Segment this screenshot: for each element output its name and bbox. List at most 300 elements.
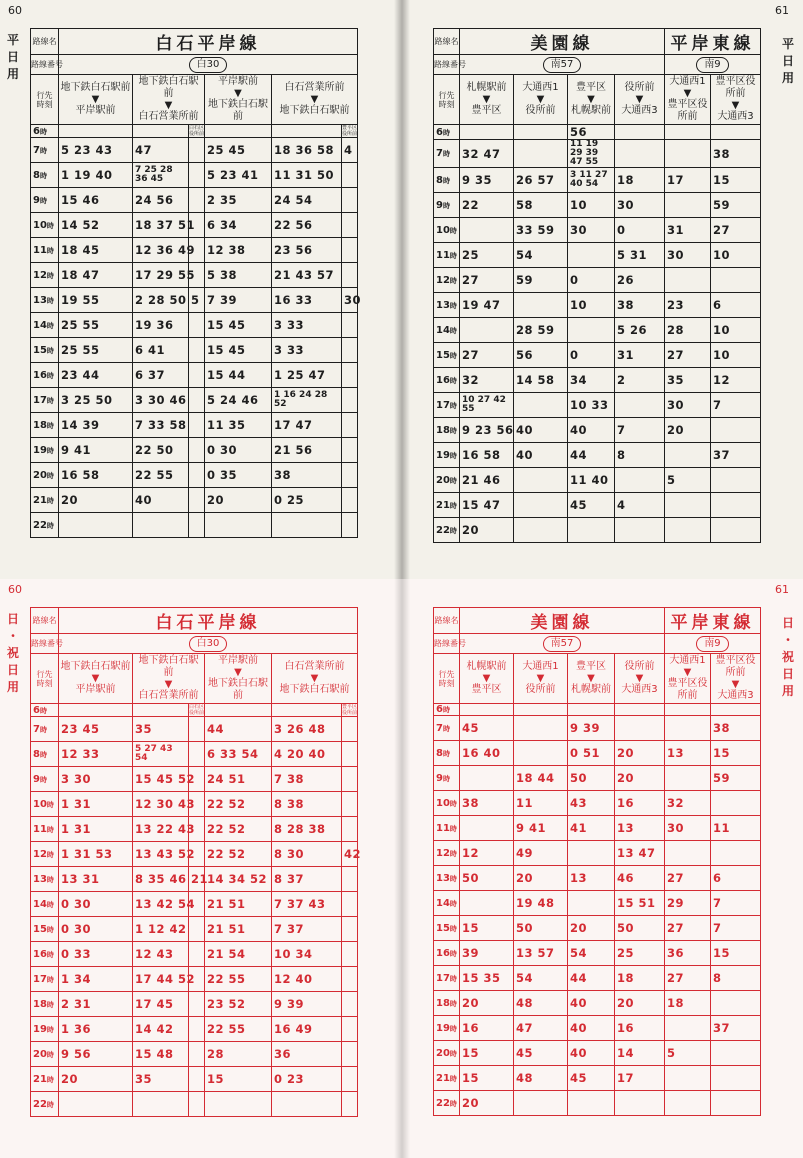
hour-value: 7 — [33, 723, 40, 735]
minute-cell: 16 40 — [460, 741, 514, 766]
minute-cell: 30 — [665, 393, 711, 418]
destination-header — [272, 75, 358, 125]
destination-header — [711, 654, 761, 704]
minute-cell: 5 38 — [205, 263, 272, 288]
minute-cell: 0 35 — [205, 463, 272, 488]
minute-cell: 7 38 — [272, 767, 342, 792]
hour-row — [434, 716, 761, 741]
minute-cell: 11 — [514, 791, 568, 816]
minute-cell: 21 51 — [205, 917, 272, 942]
minute-extra-cell — [342, 1017, 358, 1042]
hour-row — [31, 488, 358, 513]
minute-cell — [514, 140, 568, 168]
timetable — [30, 28, 362, 538]
hour-suffix: 時 — [46, 1000, 54, 1009]
hour-suffix: 時 — [449, 501, 457, 510]
destination-from: 地下鉄白石駅前 — [60, 661, 131, 672]
route-number-cell — [665, 55, 761, 75]
minute-cell: 9 39 — [568, 716, 615, 741]
minute-extra-cell — [342, 513, 358, 538]
hour-cell — [31, 238, 59, 263]
minute-cell: 18 — [615, 966, 665, 991]
minute-cell: 35 — [133, 1067, 189, 1092]
hour-value: 14 — [33, 319, 47, 331]
hour-value: 8 — [436, 747, 443, 759]
minute-cell — [133, 1092, 189, 1117]
destination-header — [615, 75, 665, 125]
hour-row — [31, 1092, 358, 1117]
minute-cell: 12 36 49 — [133, 238, 189, 263]
hour-value: 8 — [33, 169, 40, 181]
minute-cell: 2 — [615, 368, 665, 393]
minute-extra-cell — [342, 213, 358, 238]
minute-cell — [568, 518, 615, 543]
minute-extra-cell — [342, 438, 358, 463]
minute-cell: 54 — [514, 243, 568, 268]
hour-row — [31, 1067, 358, 1092]
hour-suffix: 時 — [46, 296, 54, 305]
hour-cell — [434, 841, 460, 866]
hour-label: 時刻 — [36, 99, 53, 109]
minute-cell: 22 — [460, 193, 514, 218]
hour-cell — [434, 268, 460, 293]
destination-to: 地下鉄白石駅前 — [279, 105, 350, 116]
down-arrow-icon: ▼ — [164, 100, 173, 111]
hour-suffix: 時 — [449, 874, 457, 883]
minute-extra-cell: 42 — [342, 842, 358, 867]
hour-cell — [434, 816, 460, 841]
hour-suffix: 時 — [46, 246, 54, 255]
destination-hour-label — [434, 75, 460, 125]
hour-row — [31, 438, 358, 463]
minute-cell: 12 43 — [133, 942, 189, 967]
minute-cell: 30 — [665, 816, 711, 841]
line-name-label: 路線名 — [434, 608, 460, 634]
minute-cell: 15 — [460, 1066, 514, 1091]
minute-cell — [568, 318, 615, 343]
day-type-char: 日 — [781, 54, 794, 68]
minute-cell: 12 33 — [59, 742, 133, 767]
minute-cell — [615, 140, 665, 168]
minute-cell: 11 31 50 — [272, 163, 342, 188]
minute-cell: 5 26 — [615, 318, 665, 343]
minute-extra-cell: 21 — [189, 867, 205, 892]
minute-cell: 43 — [568, 791, 615, 816]
minute-cell — [514, 468, 568, 493]
minute-cell: 25 55 — [59, 313, 133, 338]
minute-cell — [711, 493, 761, 518]
hour-row — [434, 318, 761, 343]
minute-extra-cell — [189, 188, 205, 213]
destination-from: 大通西1 — [669, 655, 706, 666]
minute-cell: 16 49 — [272, 1017, 342, 1042]
minute-cell: 5 — [665, 468, 711, 493]
down-arrow-icon: ▼ — [91, 94, 100, 105]
destination-from: 札幌駅前 — [466, 661, 507, 672]
destination-from: 白石営業所前 — [284, 82, 345, 93]
hour-row — [31, 125, 358, 138]
minute-cell: 15 44 — [205, 363, 272, 388]
line-title: 平岸東線 — [665, 29, 761, 55]
hour-value: 6 — [33, 125, 40, 137]
minute-cell: 11 35 — [205, 413, 272, 438]
minute-cell: 14 52 — [59, 213, 133, 238]
hour-suffix: 時 — [449, 1074, 457, 1083]
destination-header — [514, 75, 568, 125]
minute-cell — [59, 1092, 133, 1117]
destination-from: 豊平区役所前 — [715, 655, 756, 678]
hour-suffix: 時 — [46, 950, 54, 959]
minute-cell: 15 45 52 — [133, 767, 189, 792]
hour-cell — [434, 916, 460, 941]
hour-row — [434, 941, 761, 966]
hour-suffix: 時 — [449, 276, 457, 285]
minute-cell: 45 — [568, 1066, 615, 1091]
minute-cell: 54 — [568, 941, 615, 966]
down-arrow-icon: ▼ — [587, 673, 595, 684]
minute-cell: 14 58 — [514, 368, 568, 393]
hour-row — [434, 741, 761, 766]
hour-value: 16 — [436, 947, 450, 959]
minute-extra-cell — [342, 363, 358, 388]
minute-cell: 21 46 — [460, 468, 514, 493]
minute-cell — [514, 1091, 568, 1116]
minute-cell: 27 — [665, 866, 711, 891]
minute-extra-cell — [342, 238, 358, 263]
hour-row — [434, 704, 761, 716]
route-number-cell — [460, 634, 665, 654]
minute-cell: 7 — [711, 393, 761, 418]
minute-cell — [514, 293, 568, 318]
hour-cell — [31, 438, 59, 463]
hour-row — [434, 991, 761, 1016]
destination-header — [711, 75, 761, 125]
hour-value: 8 — [436, 174, 443, 186]
hour-suffix: 時 — [449, 1024, 457, 1033]
minute-cell: 50 — [460, 866, 514, 891]
hour-cell — [434, 318, 460, 343]
hour-row — [434, 518, 761, 543]
minute-extra-cell — [342, 817, 358, 842]
hour-suffix: 時 — [39, 196, 47, 205]
minute-cell: 27 — [665, 966, 711, 991]
minute-cell — [272, 513, 342, 538]
minute-cell: 48 — [514, 991, 568, 1016]
hour-suffix: 時 — [449, 351, 457, 360]
minute-cell: 3 33 — [272, 338, 342, 363]
minute-cell: 13 — [665, 741, 711, 766]
hour-suffix: 時 — [46, 446, 54, 455]
route-badge: 南57 — [543, 57, 582, 73]
line-title: 美園線 — [460, 608, 665, 634]
minute-cell: 56 — [514, 343, 568, 368]
minute-cell: 3 11 27 40 54 — [568, 168, 615, 193]
minute-cell: 22 56 — [272, 213, 342, 238]
down-arrow-icon: ▼ — [635, 94, 644, 105]
minute-extra-cell: 4 — [342, 138, 358, 163]
hour-value: 22 — [436, 1097, 450, 1109]
destination-from: 地下鉄白石駅前 — [60, 82, 131, 93]
minute-cell — [711, 991, 761, 1016]
minute-cell: 11 — [711, 816, 761, 841]
hour-value: 15 — [33, 344, 47, 356]
minute-cell — [665, 518, 711, 543]
note-text: 白石区役所前 — [189, 125, 205, 137]
minute-cell: 19 47 — [460, 293, 514, 318]
minute-cell: 19 48 — [514, 891, 568, 916]
minute-cell: 16 — [615, 791, 665, 816]
note-text: 豊平区役所前 — [342, 125, 358, 137]
minute-cell: 7 33 58 — [133, 413, 189, 438]
minute-cell: 6 34 — [205, 213, 272, 238]
hour-suffix: 時 — [449, 999, 457, 1008]
line-title: 白石平岸線 — [59, 608, 358, 634]
minute-cell: 3 25 50 — [59, 388, 133, 413]
hour-row — [434, 841, 761, 866]
hour-cell — [434, 443, 460, 468]
hour-row — [31, 188, 358, 213]
minute-cell: 1 36 — [59, 1017, 133, 1042]
minute-cell: 9 39 — [272, 992, 342, 1017]
destination-to: 豊平区役所前 — [667, 678, 708, 701]
minute-cell: 30 — [665, 243, 711, 268]
hour-suffix: 時 — [449, 1099, 457, 1108]
minute-cell: 1 25 47 — [272, 363, 342, 388]
minute-cell: 12 — [460, 841, 514, 866]
hour-value: 14 — [436, 897, 450, 909]
hour-cell — [31, 363, 59, 388]
minute-cell: 13 22 43 — [133, 817, 189, 842]
minute-cell: 16 58 — [59, 463, 133, 488]
hour-cell — [31, 1092, 59, 1117]
minute-cell: 4 20 40 — [272, 742, 342, 767]
minute-cell: 45 — [514, 1041, 568, 1066]
hour-value: 9 — [33, 194, 40, 206]
minute-cell: 2 35 — [205, 188, 272, 213]
hour-cell — [434, 218, 460, 243]
minute-cell — [133, 125, 189, 138]
minute-cell: 18 44 — [514, 766, 568, 791]
minute-cell: 20 — [460, 991, 514, 1016]
line-name-label: 路線名 — [434, 29, 460, 55]
minute-cell: 1 31 — [59, 792, 133, 817]
day-type-char: 日 — [781, 667, 794, 681]
destination-from: 札幌駅前 — [466, 82, 507, 93]
minute-extra-cell — [189, 413, 205, 438]
minute-cell: 27 — [665, 343, 711, 368]
minute-cell: 5 31 — [615, 243, 665, 268]
hour-value: 15 — [33, 923, 47, 935]
minute-cell: 40 — [568, 1016, 615, 1041]
minute-cell: 17 — [665, 168, 711, 193]
minute-cell: 40 — [514, 443, 568, 468]
hour-value: 21 — [436, 1072, 450, 1084]
destination-to: 地下鉄白石駅前 — [208, 99, 268, 122]
minute-cell — [665, 193, 711, 218]
minute-cell: 21 51 — [205, 892, 272, 917]
minute-cell: 7 — [711, 916, 761, 941]
minute-cell: 39 — [460, 941, 514, 966]
minute-cell: 8 — [711, 966, 761, 991]
minute-cell: 1 12 42 — [133, 917, 189, 942]
hour-suffix: 時 — [449, 426, 457, 435]
minute-cell: 35 — [133, 717, 189, 742]
line-title: 美園線 — [460, 29, 665, 55]
minute-cell: 26 — [615, 268, 665, 293]
minute-extra-cell — [189, 513, 205, 538]
minute-cell: 7 25 28 36 45 — [133, 163, 189, 188]
destination-from: 豊平区役所前 — [715, 76, 756, 99]
down-arrow-icon: ▼ — [310, 94, 319, 105]
minute-cell: 54 — [514, 966, 568, 991]
hour-suffix: 時 — [46, 1100, 54, 1109]
hour-suffix: 時 — [442, 176, 450, 185]
minute-cell: 0 33 — [59, 942, 133, 967]
hour-suffix: 時 — [449, 451, 457, 460]
down-arrow-icon: ▼ — [635, 673, 644, 684]
minute-cell: 11 40 — [568, 468, 615, 493]
hour-row — [434, 916, 761, 941]
minute-extra-cell — [189, 1092, 205, 1117]
minute-cell: 33 59 — [514, 218, 568, 243]
minute-cell — [665, 1066, 711, 1091]
hour-suffix: 時 — [46, 825, 54, 834]
hour-value: 9 — [436, 199, 443, 211]
minute-cell: 32 — [665, 791, 711, 816]
minute-cell: 27 — [460, 343, 514, 368]
minute-cell: 14 — [615, 1041, 665, 1066]
minute-extra-cell — [342, 1067, 358, 1092]
hour-cell — [31, 742, 59, 767]
destination-header — [59, 654, 133, 704]
minute-cell: 16 — [460, 1016, 514, 1041]
hour-value: 14 — [33, 898, 47, 910]
minute-cell — [272, 1092, 342, 1117]
minute-cell: 49 — [514, 841, 568, 866]
minute-extra-cell — [342, 338, 358, 363]
destination-header — [205, 654, 272, 704]
hour-row — [31, 817, 358, 842]
hour-suffix: 時 — [449, 301, 457, 310]
hour-cell — [31, 1017, 59, 1042]
hour-cell — [31, 513, 59, 538]
hour-suffix: 時 — [46, 1075, 54, 1084]
minute-cell: 14 39 — [59, 413, 133, 438]
minute-cell: 15 47 — [460, 493, 514, 518]
hour-suffix: 時 — [46, 396, 54, 405]
hour-suffix: 時 — [46, 321, 54, 330]
minute-cell: 5 27 43 54 — [133, 742, 189, 767]
line-title: 白石平岸線 — [59, 29, 358, 55]
destination-from: 平岸駅前 — [218, 76, 258, 87]
day-type-char: 日 — [6, 612, 19, 626]
destination-hour-label — [31, 75, 59, 125]
minute-extra-cell — [189, 463, 205, 488]
minute-cell: 15 — [711, 168, 761, 193]
destination-from: 役所前 — [624, 661, 655, 672]
minute-cell: 25 45 — [205, 138, 272, 163]
hour-cell — [31, 463, 59, 488]
minute-cell: 18 37 51 — [133, 213, 189, 238]
hour-value: 17 — [33, 394, 47, 406]
hour-cell — [434, 704, 460, 716]
hour-value: 16 — [33, 369, 47, 381]
minute-cell: 47 — [133, 138, 189, 163]
hour-row — [434, 343, 761, 368]
minute-cell: 23 — [665, 293, 711, 318]
day-type-char: 日 — [6, 50, 19, 64]
destination-to: 札幌駅前 — [571, 684, 611, 695]
hour-cell — [434, 991, 460, 1016]
destination-to: 地下鉄白石駅前 — [279, 684, 350, 695]
minute-cell: 17 45 — [133, 992, 189, 1017]
minute-cell: 0 30 — [59, 917, 133, 942]
hour-cell — [434, 791, 460, 816]
minute-cell: 20 — [205, 488, 272, 513]
minute-extra-cell — [342, 1042, 358, 1067]
minute-cell: 38 — [615, 293, 665, 318]
hour-cell — [434, 468, 460, 493]
hour-value: 18 — [33, 419, 47, 431]
minute-cell: 10 33 — [568, 393, 615, 418]
minute-cell: 59 — [711, 766, 761, 791]
hour-suffix: 時 — [46, 875, 54, 884]
hour-row — [434, 193, 761, 218]
minute-cell: 30 — [568, 218, 615, 243]
minute-cell: 20 — [514, 866, 568, 891]
hour-label: 時刻 — [36, 678, 53, 688]
hour-value: 13 — [33, 873, 47, 885]
hour-row — [31, 213, 358, 238]
hour-label: 時刻 — [438, 678, 455, 688]
down-arrow-icon: ▼ — [482, 94, 491, 105]
hour-row — [434, 1091, 761, 1116]
minute-cell: 11 19 29 39 47 55 — [568, 140, 615, 168]
hour-cell — [434, 1041, 460, 1066]
minute-cell — [711, 418, 761, 443]
hour-suffix: 時 — [39, 750, 47, 759]
day-type-char: 用 — [781, 684, 794, 698]
minute-cell — [665, 716, 711, 741]
minute-cell — [665, 766, 711, 791]
down-arrow-icon: ▼ — [731, 679, 740, 690]
minute-cell: 17 — [615, 1066, 665, 1091]
minute-cell — [711, 468, 761, 493]
minute-cell: 56 — [568, 125, 615, 140]
timetable — [433, 28, 761, 543]
minute-cell: 1 16 24 28 52 — [272, 388, 342, 413]
destination-header — [514, 654, 568, 704]
hour-value: 21 — [33, 1073, 47, 1085]
destination-to: 平岸駅前 — [75, 105, 116, 116]
hour-value: 11 — [436, 249, 450, 261]
minute-cell: 22 52 — [205, 792, 272, 817]
hour-row — [31, 463, 358, 488]
minute-cell: 13 57 — [514, 941, 568, 966]
minute-extra-cell — [342, 742, 358, 767]
destination-to: 大通西3 — [717, 690, 754, 701]
minute-extra-cell — [342, 992, 358, 1017]
minute-cell: 10 — [568, 193, 615, 218]
hour-suffix: 時 — [449, 376, 457, 385]
hour-suffix: 時 — [46, 496, 54, 505]
hour-row — [434, 243, 761, 268]
hour-suffix: 時 — [46, 925, 54, 934]
minute-cell: 15 — [460, 916, 514, 941]
hour-suffix: 時 — [449, 799, 457, 808]
minute-extra-cell — [342, 967, 358, 992]
hour-value: 19 — [436, 449, 450, 461]
